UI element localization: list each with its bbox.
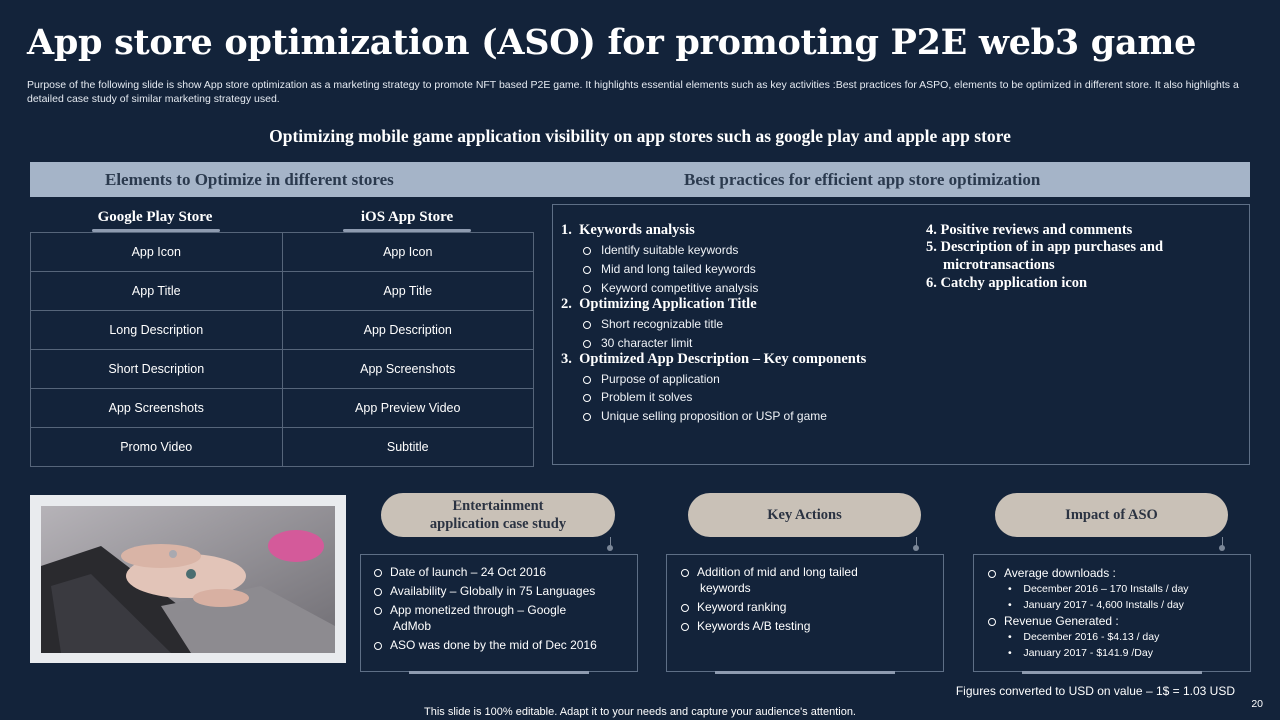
- list-item: [681, 599, 936, 615]
- table-cell: Promo Video: [31, 428, 283, 467]
- list-item-text: Revenue Generated :: [1004, 614, 1119, 628]
- practice-item-text: Identify suitable keywords: [601, 243, 739, 257]
- circle-bullet-icon: [583, 413, 591, 421]
- practice-label: Keywords analysis: [579, 222, 695, 238]
- circle-bullet-icon: [583, 394, 591, 402]
- best-practices-header: Best practices for efficient app store optimization: [684, 170, 1041, 189]
- practice-2-title: [561, 296, 757, 313]
- list-item-text: Addition of mid and long tailed: [697, 565, 858, 579]
- table-cell: Long Description: [31, 311, 283, 350]
- sub-item: • January 2017 - 4,600 Installs / day: [1008, 599, 1184, 611]
- list-item-text: App monetized through – Google: [390, 603, 567, 617]
- impact-label: Impact of ASO: [995, 493, 1228, 537]
- list-item: [374, 602, 629, 618]
- practice-item-text: Short recognizable title: [601, 317, 724, 331]
- page-number: 20: [1251, 698, 1263, 710]
- list-item: [988, 613, 1243, 629]
- sub-item-text: December 2016 - $4.13 / day: [1023, 631, 1160, 643]
- card-bar: [1022, 671, 1202, 674]
- circle-bullet-icon: [374, 569, 382, 577]
- list-item: [374, 583, 629, 599]
- connector-dot: [607, 545, 613, 551]
- case-study-label-line: application case study: [429, 516, 567, 532]
- practice-item-text: 30 character limit: [601, 336, 693, 350]
- stores-table: [30, 232, 534, 467]
- list-item-text: Keyword ranking: [697, 600, 787, 614]
- practice-item: [583, 317, 723, 331]
- circle-bullet-icon: [374, 642, 382, 650]
- table-cell: App Description: [282, 311, 534, 350]
- table-row: [31, 272, 534, 311]
- card-bar: [409, 671, 589, 674]
- table-cell: App Icon: [282, 233, 534, 272]
- circle-bullet-icon: [583, 285, 591, 293]
- key-actions-list: [681, 564, 936, 634]
- sub-item-text: December 2016 – 170 Installs / day: [1023, 583, 1189, 595]
- case-study-label-text: [430, 497, 566, 533]
- practice-1-title: [561, 222, 695, 239]
- card-bar: [715, 671, 895, 674]
- hands-on-laptop-photo: [41, 506, 335, 653]
- list-item: [681, 564, 936, 580]
- impact-list: [988, 565, 1243, 661]
- ios-header: iOS App Store: [360, 209, 454, 225]
- practice-item-text: Keyword competitive analysis: [601, 281, 759, 295]
- case-study-label: [381, 493, 615, 537]
- sub-item: • December 2016 – 170 Installs / day: [1008, 583, 1189, 595]
- key-actions-label: Key Actions: [688, 493, 921, 537]
- list-item-cont: AdMob: [393, 619, 432, 633]
- page-title: App store optimization (ASO) for promoting P2E web3 game: [27, 22, 1197, 63]
- table-cell: App Title: [282, 272, 534, 311]
- photo-illustration: [41, 506, 335, 653]
- table-row: [31, 311, 534, 350]
- practice-item: [583, 243, 738, 257]
- circle-bullet-icon: [988, 618, 996, 626]
- sub-item-text: January 2017 - 4,600 Installs / day: [1023, 599, 1184, 611]
- circle-bullet-icon: [583, 247, 591, 255]
- practice-item-text: Unique selling proposition or USP of game: [601, 409, 827, 423]
- footer-note: This slide is 100% editable. Adapt it to your needs and capture your audience's attention.: [424, 706, 856, 718]
- practice-6-title: 6. Catchy application icon: [926, 275, 1088, 291]
- circle-bullet-icon: [583, 340, 591, 348]
- practice-4-title: 4. Positive reviews and comments: [926, 222, 1133, 238]
- table-cell: App Icon: [31, 233, 283, 272]
- practice-5-title-cont: microtransactions: [943, 257, 1055, 273]
- practice-item: [583, 409, 827, 423]
- table-cell: App Screenshots: [282, 350, 534, 389]
- list-item: [988, 565, 1243, 581]
- practice-item: [583, 281, 758, 295]
- figures-note: Figures converted to USD on value – 1$ = 1.03 USD: [955, 684, 1235, 698]
- list-item-text: Date of launch – 24 Oct 2016: [390, 565, 547, 579]
- purpose-text: Purpose of the following slide is show App store optimization as a marketing strategy to promote NFT based P2E game. It highlights essential elements such as key activities :Best practices for ASPO, elements to be optimized in different store. It also highlights a detailed case study of similar marketing strategy used.: [27, 79, 1239, 105]
- practice-item: [583, 336, 692, 350]
- practice-item-text: Purpose of application: [601, 372, 720, 386]
- case-study-list: [374, 564, 629, 653]
- sub-item: • December 2016 - $4.13 / day: [1008, 631, 1160, 643]
- table-row: [31, 428, 534, 467]
- circle-bullet-icon: [583, 266, 591, 274]
- circle-bullet-icon: [374, 607, 382, 615]
- circle-bullet-icon: [681, 569, 689, 577]
- list-item-text: ASO was done by the mid of Dec 2016: [390, 638, 597, 652]
- list-item-text: Average downloads :: [1004, 566, 1116, 580]
- circle-bullet-icon: [583, 376, 591, 384]
- practice-item: [583, 262, 756, 276]
- google-play-header: Google Play Store: [97, 209, 213, 225]
- practice-5-title: 5. Description of in app purchases and: [926, 239, 1164, 255]
- practice-item: [583, 372, 720, 386]
- circle-bullet-icon: [374, 588, 382, 596]
- circle-bullet-icon: [988, 570, 996, 578]
- circle-bullet-icon: [681, 604, 689, 612]
- circle-bullet-icon: [583, 321, 591, 329]
- practice-number: 2.: [561, 296, 572, 312]
- table-cell: App Title: [31, 272, 283, 311]
- table-cell: App Screenshots: [31, 389, 283, 428]
- table-row: [31, 389, 534, 428]
- connector-dot: [1219, 545, 1225, 551]
- circle-bullet-icon: [681, 623, 689, 631]
- table-row: [31, 350, 534, 389]
- table-row: [31, 233, 534, 272]
- practice-item-text: Mid and long tailed keywords: [601, 262, 756, 276]
- table-cell: Subtitle: [282, 428, 534, 467]
- list-item: [374, 564, 629, 580]
- practice-3-title: [561, 351, 866, 368]
- sub-item: • January 2017 - $141.9 /Day: [1008, 647, 1153, 659]
- case-study-label-line: Entertainment: [452, 498, 544, 514]
- list-item-cont: keywords: [700, 581, 751, 595]
- practice-label: Optimized App Description – Key components: [579, 351, 867, 367]
- table-cell: Short Description: [31, 350, 283, 389]
- practice-number: 3.: [561, 351, 572, 367]
- practice-label: Optimizing Application Title: [579, 296, 757, 312]
- connector-dot: [913, 545, 919, 551]
- list-item: [681, 618, 936, 634]
- practice-item: [583, 390, 692, 404]
- list-item: [374, 637, 629, 653]
- list-item-text: Availability – Globally in 75 Languages: [390, 584, 596, 598]
- practice-number: 1.: [561, 222, 572, 238]
- practice-item-text: Problem it solves: [601, 390, 693, 404]
- table-cell: App Preview Video: [282, 389, 534, 428]
- list-item-text: Keywords A/B testing: [697, 619, 811, 633]
- elements-header: Elements to Optimize in different stores: [105, 170, 394, 189]
- sub-item-text: January 2017 - $141.9 /Day: [1023, 647, 1153, 659]
- section-subtitle: Optimizing mobile game application visibility on app stores such as google play and apple app store: [269, 126, 1011, 146]
